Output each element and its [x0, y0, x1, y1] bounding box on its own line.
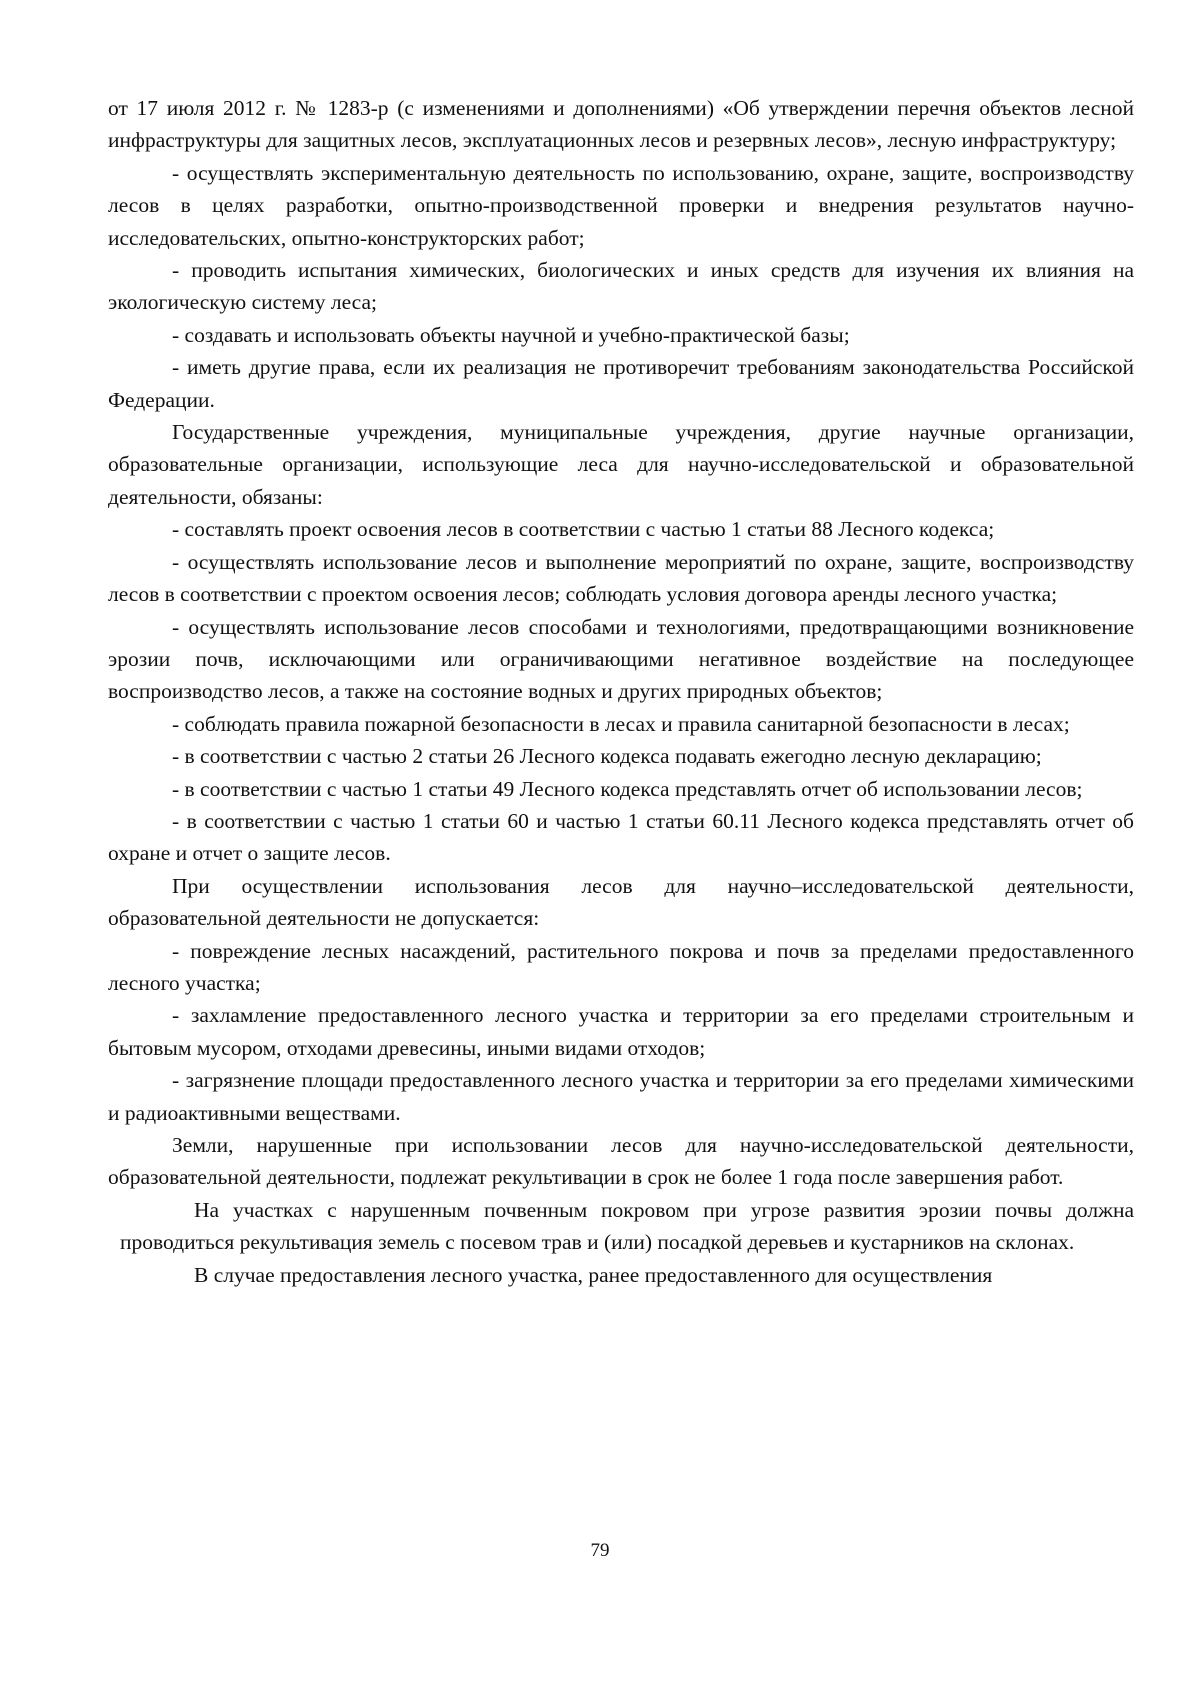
list-item: - соблюдать правила пожарной безопасности в лесах и правила санитарной безопасности в лесах; — [172, 711, 1070, 736]
list-item: - проводить испытания химических, биологических и иных средств для изучения их влияния на экологическую систему леса; — [108, 258, 1134, 315]
paragraph: Государственные учреждения, муниципальные учреждения, другие научные организации, образовательные организации, использующие леса для научно-исследовательской и образовательной деятельности, обязаны: — [108, 420, 1134, 509]
page-number: 79 — [590, 1540, 610, 1561]
list-item: - составлять проект освоения лесов в соответствии с частью 1 статьи 88 Лесного кодекса; — [172, 517, 995, 542]
list-item: - в соответствии с частью 1 статьи 49 Лесного кодекса представлять отчет об использовании лесов; — [172, 776, 1083, 801]
list-item: - в соответствии с частью 2 статьи 26 Лесного кодекса подавать ежегодно лесную декларацию; — [172, 744, 1042, 769]
list-item: - осуществлять использование лесов способами и технологиями, предотвращающими возникновение эрозии почв, исключающими или ограничивающими негативное воздействие на последующее воспроизводство лесов, а также на состояние водных и других природных объектов; — [108, 614, 1134, 704]
list-item: - осуществлять экспериментальную деятельность по использованию, охране, защите, воспроизводству лесов в целях разработки, опытно-производственной проверки и внедрения результатов научно-исследовательских, опытно-конструкторских работ; — [108, 160, 1134, 250]
list-item: - повреждение лесных насаждений, растительного покрова и почв за пределами предоставленного лесного участка; — [108, 938, 1134, 995]
paragraph: Земли, нарушенные при использовании лесов для научно-исследовательской деятельности, образовательной деятельности, подлежат рекультивации в срок не более 1 года после завершения работ. — [108, 1133, 1134, 1190]
list-item: - захламление предоставленного лесного участка и территории за его пределами строительным и бытовым мусором, отходами древесины, иными видами отходов; — [108, 1003, 1134, 1060]
list-item: - в соответствии с частью 1 статьи 60 и частью 1 статьи 60.11 Лесного кодекса представлять отчет об охране и отчет о защите лесов. — [108, 808, 1134, 866]
list-item: - создавать и использовать объекты научной и учебно-практической базы; — [172, 322, 850, 347]
paragraph: от 17 июля 2012 г. № 1283-р (с изменениями и дополнениями) «Об утверждении перечня объектов лесной инфраструктуры для защитных лесов, эксплуатационных лесов и резервных лесов», лесную инфраструктуру; — [108, 96, 1134, 153]
list-item: - загрязнение площади предоставленного лесного участка и территории за его пределами химическими и радиоактивными веществами. — [108, 1068, 1134, 1125]
document-body — [108, 92, 1134, 1291]
list-item: - иметь другие права, если их реализация не противоречит требованиям законодательства Российской Федерации. — [108, 355, 1134, 412]
paragraph: При осуществлении использования лесов для научно–исследовательской деятельности, образовательной деятельности не допускается: — [108, 873, 1134, 931]
paragraph: На участках с нарушенным почвенным покровом при угрозе развития эрозии почвы должна проводиться рекультивация земель с посевом трав и (или) посадкой деревьев и кустарников на склонах. — [120, 1197, 1134, 1255]
list-item: - осуществлять использование лесов и выполнение мероприятий по охране, защите, воспроизводству лесов в соответствии с проектом освоения лесов; соблюдать условия договора аренды лесного участка; — [108, 549, 1134, 607]
paragraph: В случае предоставления лесного участка, ранее предоставленного для осуществления — [194, 1262, 993, 1287]
